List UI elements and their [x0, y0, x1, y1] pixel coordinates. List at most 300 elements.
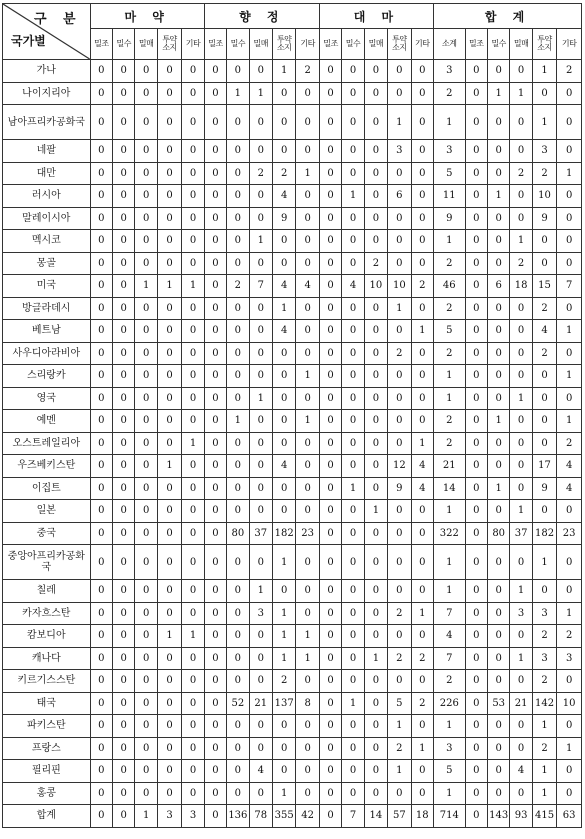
value-cell: 0 [182, 185, 204, 208]
value-cell: 0 [157, 715, 181, 738]
value-cell: 0 [135, 715, 157, 738]
value-cell: 0 [272, 252, 295, 275]
value-cell: 0 [227, 670, 249, 693]
value-cell: 0 [90, 82, 112, 105]
value-cell: 1 [272, 545, 295, 580]
value-cell: 0 [157, 647, 181, 670]
value-cell: 0 [227, 715, 249, 738]
value-cell: 0 [182, 760, 204, 783]
value-cell: 182 [272, 522, 295, 545]
value-cell: 0 [227, 432, 249, 455]
value-cell: 0 [510, 545, 532, 580]
table-row [3, 760, 582, 783]
country-cell: 이집트 [3, 477, 91, 500]
value-cell: 0 [182, 715, 204, 738]
value-cell: 0 [510, 410, 532, 433]
value-cell: 0 [487, 737, 509, 760]
country-cell: 우즈베키스탄 [3, 455, 91, 478]
value-cell: 4 [532, 320, 556, 343]
value-cell: 0 [557, 782, 582, 805]
value-cell: 0 [296, 320, 319, 343]
value-cell: 0 [342, 162, 364, 185]
country-cell: 가나 [3, 60, 91, 83]
group-header-narcotics: 마 약 [90, 4, 204, 29]
value-cell: 0 [249, 297, 272, 320]
value-cell: 0 [465, 715, 487, 738]
value-cell: 0 [342, 105, 364, 140]
value-cell: 0 [182, 522, 204, 545]
value-cell: 46 [434, 275, 466, 298]
value-cell: 0 [465, 230, 487, 253]
value-cell: 0 [319, 455, 341, 478]
value-cell: 2 [557, 432, 582, 455]
value-cell: 0 [204, 692, 226, 715]
table-row [3, 500, 582, 523]
value-cell: 0 [342, 60, 364, 83]
value-cell: 2 [532, 342, 556, 365]
value-cell: 1 [434, 387, 466, 410]
value-cell: 0 [465, 275, 487, 298]
value-cell: 0 [204, 410, 226, 433]
value-cell: 2 [388, 647, 411, 670]
value-cell: 0 [249, 432, 272, 455]
value-cell: 0 [90, 737, 112, 760]
value-cell: 0 [182, 230, 204, 253]
value-cell: 2 [249, 162, 272, 185]
value-cell: 1 [157, 625, 181, 648]
table-row [3, 275, 582, 298]
value-cell: 0 [342, 670, 364, 693]
value-cell: 0 [319, 760, 341, 783]
value-cell: 0 [411, 60, 433, 83]
subheader-total-4: 투약 소지 [532, 29, 556, 60]
value-cell: 1 [532, 715, 556, 738]
country-cell: 스리랑카 [3, 365, 91, 388]
table-row [3, 692, 582, 715]
value-cell: 0 [135, 252, 157, 275]
value-cell: 0 [411, 670, 433, 693]
value-cell: 0 [227, 230, 249, 253]
value-cell: 0 [227, 252, 249, 275]
value-cell: 0 [411, 625, 433, 648]
value-cell: 1 [487, 185, 509, 208]
value-cell: 1 [249, 230, 272, 253]
value-cell: 0 [487, 602, 509, 625]
value-cell: 1 [272, 782, 295, 805]
value-cell: 0 [465, 805, 487, 828]
table-row [3, 545, 582, 580]
value-cell: 0 [182, 647, 204, 670]
value-cell: 0 [487, 387, 509, 410]
value-cell: 0 [204, 455, 226, 478]
country-cell: 방글라데시 [3, 297, 91, 320]
value-cell: 0 [411, 760, 433, 783]
value-cell: 0 [510, 432, 532, 455]
value-cell: 0 [296, 455, 319, 478]
value-cell: 0 [487, 105, 509, 140]
value-cell: 0 [557, 82, 582, 105]
value-cell: 3 [532, 647, 556, 670]
country-cell: 멕시코 [3, 230, 91, 253]
value-cell: 14 [364, 805, 387, 828]
value-cell: 0 [157, 342, 181, 365]
value-cell: 0 [510, 365, 532, 388]
value-cell: 0 [204, 670, 226, 693]
value-cell: 0 [249, 410, 272, 433]
country-cell: 남아프리카공화국 [3, 105, 91, 140]
value-cell: 18 [510, 275, 532, 298]
value-cell: 0 [227, 320, 249, 343]
table-row [3, 410, 582, 433]
value-cell: 0 [411, 715, 433, 738]
value-cell: 0 [487, 455, 509, 478]
value-cell: 11 [434, 185, 466, 208]
country-cell: 일본 [3, 500, 91, 523]
value-cell: 0 [227, 342, 249, 365]
table-row [3, 782, 582, 805]
value-cell: 0 [487, 670, 509, 693]
value-cell: 0 [90, 602, 112, 625]
value-cell: 0 [272, 432, 295, 455]
value-cell: 143 [487, 805, 509, 828]
value-cell: 0 [249, 625, 272, 648]
value-cell: 0 [364, 60, 387, 83]
value-cell: 0 [465, 410, 487, 433]
value-cell: 0 [465, 580, 487, 603]
value-cell: 10 [364, 275, 387, 298]
country-cell: 캐나다 [3, 647, 91, 670]
value-cell: 4 [272, 275, 295, 298]
value-cell: 0 [364, 230, 387, 253]
value-cell: 0 [204, 230, 226, 253]
value-cell: 0 [272, 477, 295, 500]
value-cell: 5 [434, 760, 466, 783]
value-cell: 1 [557, 320, 582, 343]
country-cell: 대만 [3, 162, 91, 185]
value-cell: 322 [434, 522, 466, 545]
value-cell: 0 [364, 82, 387, 105]
value-cell: 0 [113, 297, 135, 320]
value-cell: 0 [135, 387, 157, 410]
value-cell: 0 [272, 387, 295, 410]
value-cell: 1 [296, 625, 319, 648]
table-row [3, 162, 582, 185]
value-cell: 1 [227, 82, 249, 105]
value-cell: 0 [296, 670, 319, 693]
value-cell: 2 [272, 162, 295, 185]
subheader-narcotics-3: 투약 소지 [157, 29, 181, 60]
value-cell: 0 [204, 275, 226, 298]
value-cell: 0 [388, 522, 411, 545]
value-cell: 1 [510, 647, 532, 670]
value-cell: 0 [411, 82, 433, 105]
value-cell: 0 [113, 625, 135, 648]
value-cell: 0 [510, 625, 532, 648]
value-cell: 0 [90, 670, 112, 693]
value-cell: 0 [319, 500, 341, 523]
value-cell: 0 [411, 207, 433, 230]
value-cell: 0 [296, 782, 319, 805]
value-cell: 0 [510, 105, 532, 140]
value-cell: 0 [388, 82, 411, 105]
value-cell: 0 [342, 455, 364, 478]
value-cell: 0 [319, 185, 341, 208]
value-cell: 0 [465, 387, 487, 410]
value-cell: 0 [557, 342, 582, 365]
value-cell: 0 [342, 82, 364, 105]
table-row [3, 455, 582, 478]
value-cell: 1 [296, 162, 319, 185]
value-cell: 0 [227, 162, 249, 185]
value-cell: 2 [434, 252, 466, 275]
value-cell: 1 [272, 297, 295, 320]
value-cell: 0 [227, 760, 249, 783]
table-row [3, 647, 582, 670]
country-cell: 프랑스 [3, 737, 91, 760]
value-cell: 0 [90, 387, 112, 410]
value-cell: 0 [182, 477, 204, 500]
value-cell: 0 [465, 207, 487, 230]
value-cell: 23 [296, 522, 319, 545]
value-cell: 78 [249, 805, 272, 828]
value-cell: 182 [532, 522, 556, 545]
value-cell: 0 [557, 207, 582, 230]
value-cell: 0 [465, 625, 487, 648]
value-cell: 0 [510, 737, 532, 760]
value-cell: 1 [296, 410, 319, 433]
value-cell: 0 [113, 162, 135, 185]
value-cell: 37 [510, 522, 532, 545]
table-row [3, 715, 582, 738]
value-cell: 0 [272, 580, 295, 603]
value-cell: 1 [532, 760, 556, 783]
value-cell: 21 [434, 455, 466, 478]
value-cell: 0 [204, 625, 226, 648]
value-cell: 226 [434, 692, 466, 715]
value-cell: 0 [113, 477, 135, 500]
subheader-cannabis-2: 밀매 [364, 29, 387, 60]
value-cell: 0 [90, 230, 112, 253]
value-cell: 0 [135, 602, 157, 625]
value-cell: 0 [204, 185, 226, 208]
table-row [3, 805, 582, 828]
value-cell: 0 [227, 365, 249, 388]
value-cell: 0 [411, 185, 433, 208]
value-cell: 0 [90, 580, 112, 603]
value-cell: 0 [342, 432, 364, 455]
value-cell: 0 [411, 545, 433, 580]
value-cell: 1 [434, 230, 466, 253]
value-cell: 1 [434, 105, 466, 140]
value-cell: 0 [182, 105, 204, 140]
value-cell: 0 [364, 670, 387, 693]
value-cell: 0 [249, 252, 272, 275]
value-cell: 0 [272, 82, 295, 105]
value-cell: 0 [90, 320, 112, 343]
value-cell: 9 [532, 207, 556, 230]
value-cell: 1 [157, 275, 181, 298]
value-cell: 0 [319, 82, 341, 105]
value-cell: 2 [411, 275, 433, 298]
value-cell: 0 [90, 625, 112, 648]
value-cell: 3 [434, 737, 466, 760]
value-cell: 0 [296, 580, 319, 603]
value-cell: 9 [272, 207, 295, 230]
table-row [3, 185, 582, 208]
value-cell: 0 [182, 320, 204, 343]
value-cell: 0 [364, 692, 387, 715]
value-cell: 1 [411, 737, 433, 760]
value-cell: 0 [342, 782, 364, 805]
value-cell: 0 [272, 230, 295, 253]
value-cell: 0 [319, 60, 341, 83]
value-cell: 0 [388, 625, 411, 648]
value-cell: 0 [342, 207, 364, 230]
value-cell: 0 [204, 715, 226, 738]
value-cell: 0 [487, 320, 509, 343]
value-cell: 136 [227, 805, 249, 828]
value-cell: 0 [157, 320, 181, 343]
value-cell: 0 [388, 207, 411, 230]
value-cell: 0 [388, 670, 411, 693]
value-cell: 0 [182, 410, 204, 433]
value-cell: 4 [272, 320, 295, 343]
value-cell: 0 [249, 715, 272, 738]
value-cell: 0 [319, 252, 341, 275]
value-cell: 0 [204, 500, 226, 523]
value-cell: 0 [135, 670, 157, 693]
value-cell: 0 [157, 140, 181, 163]
value-cell: 0 [113, 737, 135, 760]
value-cell: 0 [342, 647, 364, 670]
value-cell: 0 [342, 602, 364, 625]
table-row [3, 105, 582, 140]
subheader-cannabis-4: 기타 [411, 29, 433, 60]
value-cell: 0 [557, 252, 582, 275]
value-cell: 0 [90, 647, 112, 670]
value-cell: 0 [319, 162, 341, 185]
value-cell: 0 [204, 105, 226, 140]
value-cell: 1 [157, 455, 181, 478]
value-cell: 0 [487, 297, 509, 320]
value-cell: 0 [204, 365, 226, 388]
value-cell: 0 [342, 522, 364, 545]
value-cell: 0 [135, 82, 157, 105]
value-cell: 0 [182, 782, 204, 805]
value-cell: 0 [157, 580, 181, 603]
value-cell: 0 [296, 500, 319, 523]
value-cell: 0 [411, 410, 433, 433]
value-cell: 0 [135, 207, 157, 230]
value-cell: 0 [557, 580, 582, 603]
value-cell: 0 [465, 252, 487, 275]
value-cell: 0 [204, 782, 226, 805]
country-cell: 미국 [3, 275, 91, 298]
value-cell: 0 [157, 387, 181, 410]
value-cell: 1 [411, 602, 433, 625]
value-cell: 0 [296, 545, 319, 580]
value-cell: 0 [510, 320, 532, 343]
value-cell: 0 [296, 602, 319, 625]
value-cell: 0 [157, 522, 181, 545]
value-cell: 0 [227, 387, 249, 410]
value-cell: 2 [388, 602, 411, 625]
value-cell: 0 [157, 545, 181, 580]
table-row [3, 230, 582, 253]
value-cell: 9 [388, 477, 411, 500]
subheader-total-0: 소계 [434, 29, 466, 60]
value-cell: 0 [510, 715, 532, 738]
value-cell: 0 [319, 670, 341, 693]
value-cell: 2 [227, 275, 249, 298]
value-cell: 0 [113, 60, 135, 83]
value-cell: 0 [487, 432, 509, 455]
subheader-psychotropics-2: 밀매 [249, 29, 272, 60]
value-cell: 0 [113, 320, 135, 343]
value-cell: 2 [434, 432, 466, 455]
value-cell: 0 [157, 297, 181, 320]
value-cell: 0 [342, 387, 364, 410]
value-cell: 0 [364, 162, 387, 185]
value-cell: 0 [557, 760, 582, 783]
value-cell: 0 [465, 140, 487, 163]
value-cell: 0 [465, 782, 487, 805]
value-cell: 0 [388, 365, 411, 388]
value-cell: 0 [319, 365, 341, 388]
value-cell: 0 [157, 692, 181, 715]
drug-stats-table [2, 3, 582, 828]
value-cell: 0 [135, 297, 157, 320]
value-cell: 1 [249, 580, 272, 603]
country-cell: 태국 [3, 692, 91, 715]
value-cell: 1 [272, 60, 295, 83]
value-cell: 0 [532, 432, 556, 455]
value-cell: 1 [532, 60, 556, 83]
value-cell: 3 [510, 602, 532, 625]
subheader-psychotropics-4: 기타 [296, 29, 319, 60]
value-cell: 0 [90, 297, 112, 320]
value-cell: 0 [204, 207, 226, 230]
value-cell: 0 [465, 82, 487, 105]
value-cell: 0 [227, 602, 249, 625]
table-row [3, 297, 582, 320]
value-cell: 1 [557, 162, 582, 185]
value-cell: 0 [319, 105, 341, 140]
value-cell: 0 [227, 140, 249, 163]
value-cell: 0 [227, 545, 249, 580]
value-cell: 0 [319, 275, 341, 298]
value-cell: 0 [319, 387, 341, 410]
value-cell: 0 [487, 715, 509, 738]
value-cell: 0 [342, 545, 364, 580]
value-cell: 7 [249, 275, 272, 298]
value-cell: 0 [296, 297, 319, 320]
value-cell: 0 [135, 477, 157, 500]
value-cell: 52 [227, 692, 249, 715]
value-cell: 0 [157, 737, 181, 760]
value-cell: 0 [227, 500, 249, 523]
value-cell: 2 [532, 162, 556, 185]
value-cell: 0 [557, 670, 582, 693]
value-cell: 0 [204, 252, 226, 275]
value-cell: 0 [342, 625, 364, 648]
value-cell: 0 [510, 297, 532, 320]
value-cell: 2 [296, 60, 319, 83]
country-cell: 캄보디아 [3, 625, 91, 648]
value-cell: 0 [135, 342, 157, 365]
value-cell: 0 [182, 365, 204, 388]
subheader-cannabis-1: 밀수 [342, 29, 364, 60]
